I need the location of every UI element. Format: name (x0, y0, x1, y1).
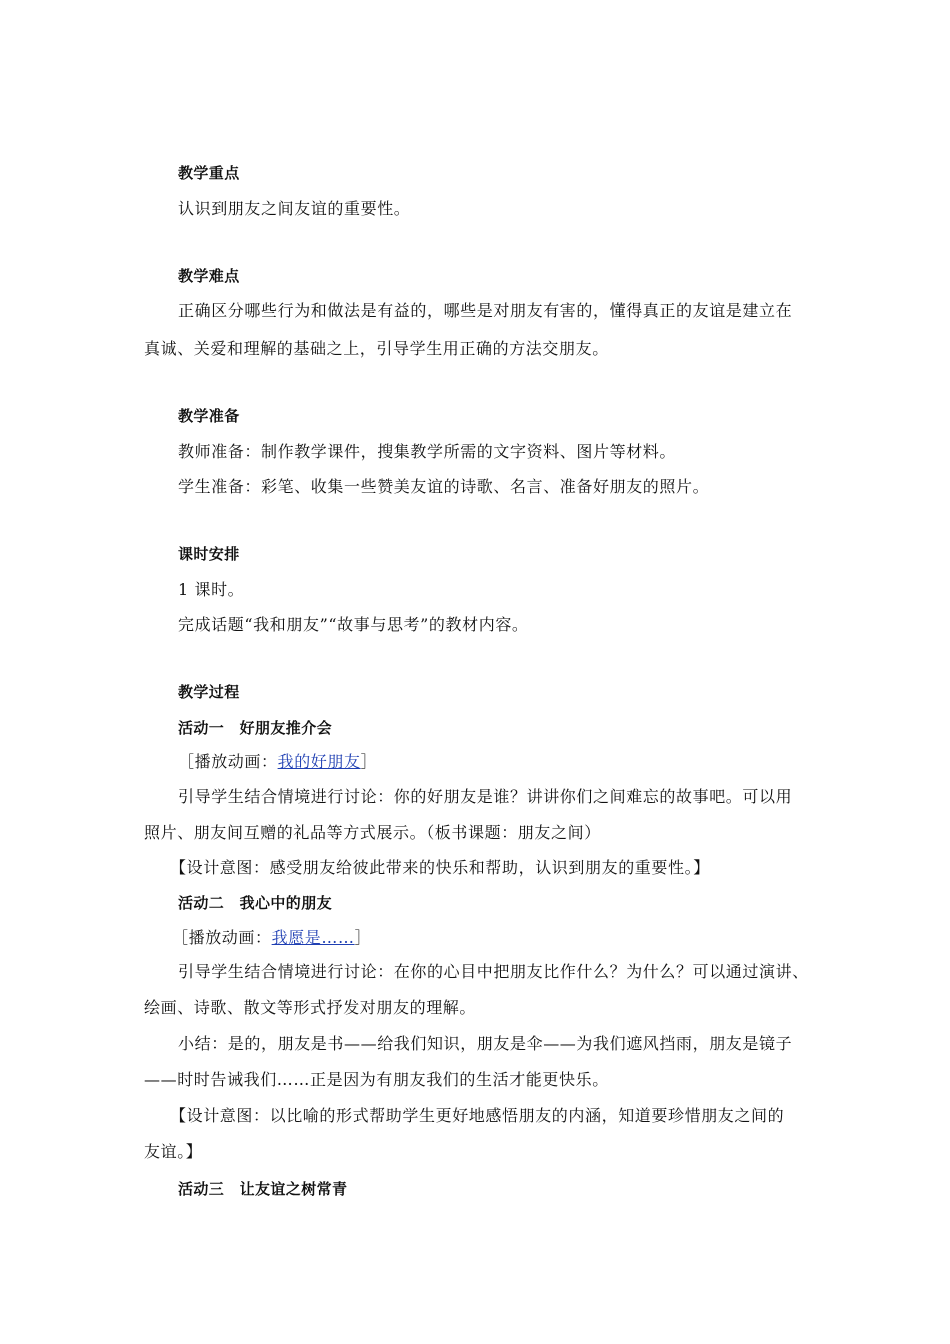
heading-schedule: 课时安排 (178, 545, 240, 563)
activity1-animation-link[interactable]: 我的好朋友 (277, 752, 361, 771)
difficulty-text-line1: 正确区分哪些行为和做法是有益的，哪些是对朋友有害的，懂得真正的友谊是建立在 (178, 301, 793, 320)
activity2-design-line1: 【设计意图：以比喻的形式帮助学生更好地感悟朋友的内涵，知道要珍惜朋友之间的 (170, 1106, 785, 1125)
activity2-title: 活动二 我心中的朋友 (178, 894, 333, 912)
heading-teaching-preparation: 教学准备 (178, 407, 240, 425)
activity1-design-intent: 【设计意图：感受朋友给彼此带来的快乐和帮助，认识到朋友的重要性。】 (170, 858, 710, 877)
focus-text: 认识到朋友之间友谊的重要性。 (178, 199, 411, 218)
activity2-guide-line1: 引导学生结合情境进行讨论：在你的心目中把朋友比作什么？为什么？可以通过演讲、 (178, 962, 809, 981)
activity2-summary-line1: 小结：是的，朋友是书——给我们知识，朋友是伞——为我们遮风挡雨，朋友是镜子 (178, 1034, 793, 1053)
difficulty-text-line2: 真诚、关爱和理解的基础之上，引导学生用正确的方法交朋友。 (144, 339, 609, 358)
activity2-play-prefix: ［播放动画： (172, 928, 272, 947)
activity1-play-line (178, 752, 848, 772)
activity2-design-line2: 友谊。】 (144, 1142, 203, 1161)
activity1-title: 活动一 好朋友推介会 (178, 719, 333, 737)
activity1-play-suffix: ］ (360, 752, 378, 771)
schedule-line2: 完成话题“我和朋友”“故事与思考”的教材内容。 (178, 615, 529, 634)
student-preparation: 学生准备：彩笔、收集一些赞美友谊的诗歌、名言、准备好朋友的照片。 (178, 477, 710, 496)
activity1-guide-line1: 引导学生结合情境进行讨论：你的好朋友是谁？讲讲你们之间难忘的故事吧。可以用 (178, 787, 793, 806)
activity2-play-line (172, 928, 842, 948)
activity1-guide-line2: 照片、朋友间互赠的礼品等方式展示。（板书课题：朋友之间） (144, 823, 601, 842)
heading-teaching-focus: 教学重点 (178, 164, 240, 182)
heading-teaching-difficulty: 教学难点 (178, 267, 240, 285)
activity2-play-suffix: ］ (354, 928, 372, 947)
heading-teaching-process: 教学过程 (178, 683, 240, 701)
teacher-preparation: 教师准备：制作教学课件，搜集教学所需的文字资料、图片等材料。 (178, 442, 677, 461)
activity2-guide-line2: 绘画、诗歌、散文等形式抒发对朋友的理解。 (144, 998, 477, 1017)
schedule-line1: 1 课时。 (178, 580, 245, 599)
activity3-title: 活动三 让友谊之树常青 (178, 1180, 348, 1198)
activity2-animation-link[interactable]: 我愿是…… (271, 928, 355, 947)
activity1-play-prefix: ［播放动画： (178, 752, 278, 771)
activity2-summary-line2: ——时时告诫我们……正是因为有朋友我们的生活才能更快乐。 (144, 1070, 609, 1089)
